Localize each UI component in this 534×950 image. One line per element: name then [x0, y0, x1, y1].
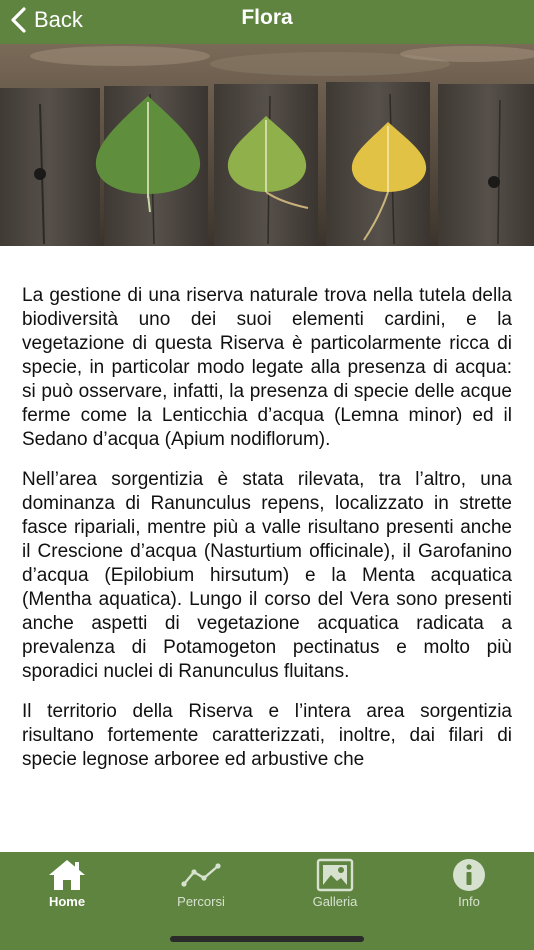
content-scroll-area[interactable] [0, 246, 534, 852]
home-icon [47, 858, 87, 892]
navigation-bar [0, 0, 534, 44]
tab-percorsi[interactable] [134, 858, 268, 918]
tab-home[interactable] [0, 858, 134, 918]
paragraph: Il territorio della Riserva e l’intera area sorgentizia risultano fortemente caratterizzati, inoltre, dai filari di specie legnose arboree ed arbustive che [22, 701, 512, 770]
paragraph: La gestione di una riserva naturale trova nella tutela della biodiversità uno dei suoi elementi cardini, e la vegetazione di questa Riserva è particolarmente ricca di specie, in particolar modo legate alla presenza di acqua: si può osservare, infatti, la presenza di specie delle acque ferme come la Lenticchia d’acqua (Lemna minor) ed il Sedano d’acqua (Apium nodiflorum). [22, 285, 512, 450]
tab-label: Home [48, 894, 86, 909]
tab-label: Info [458, 894, 480, 909]
tab-info[interactable] [402, 858, 534, 918]
paragraph: Nell’area sorgentizia è stata rilevata, tra l’altro, una dominanza di Ranunculus repens, localizzato in strette fasce ripariali, mentre più a valle risultano presenti anche il Crescione d’acqua (Nasturtium officinale), il Garofanino d’acqua (Epilobium hirsutum) e la Menta acquatica (Mentha aquatica). Lungo il corso del Vera sono presenti anche aspetti di vegetazione acquatica radicata a prevalenza di Potamogeton pectinatus e molto più sporadici nuclei di Ranunculus fluitans. [22, 469, 512, 682]
back-label: Back [34, 7, 83, 32]
tab-label: Galleria [312, 894, 358, 909]
route-icon [181, 858, 221, 892]
gallery-icon [315, 858, 355, 892]
info-icon [449, 858, 489, 892]
leaves-on-wood-image [0, 44, 534, 246]
tab-label: Percorsi [177, 894, 225, 909]
home-indicator[interactable] [170, 936, 364, 942]
tab-galleria[interactable] [268, 858, 402, 918]
hero-image [0, 44, 534, 246]
page-title: Flora [241, 6, 293, 29]
